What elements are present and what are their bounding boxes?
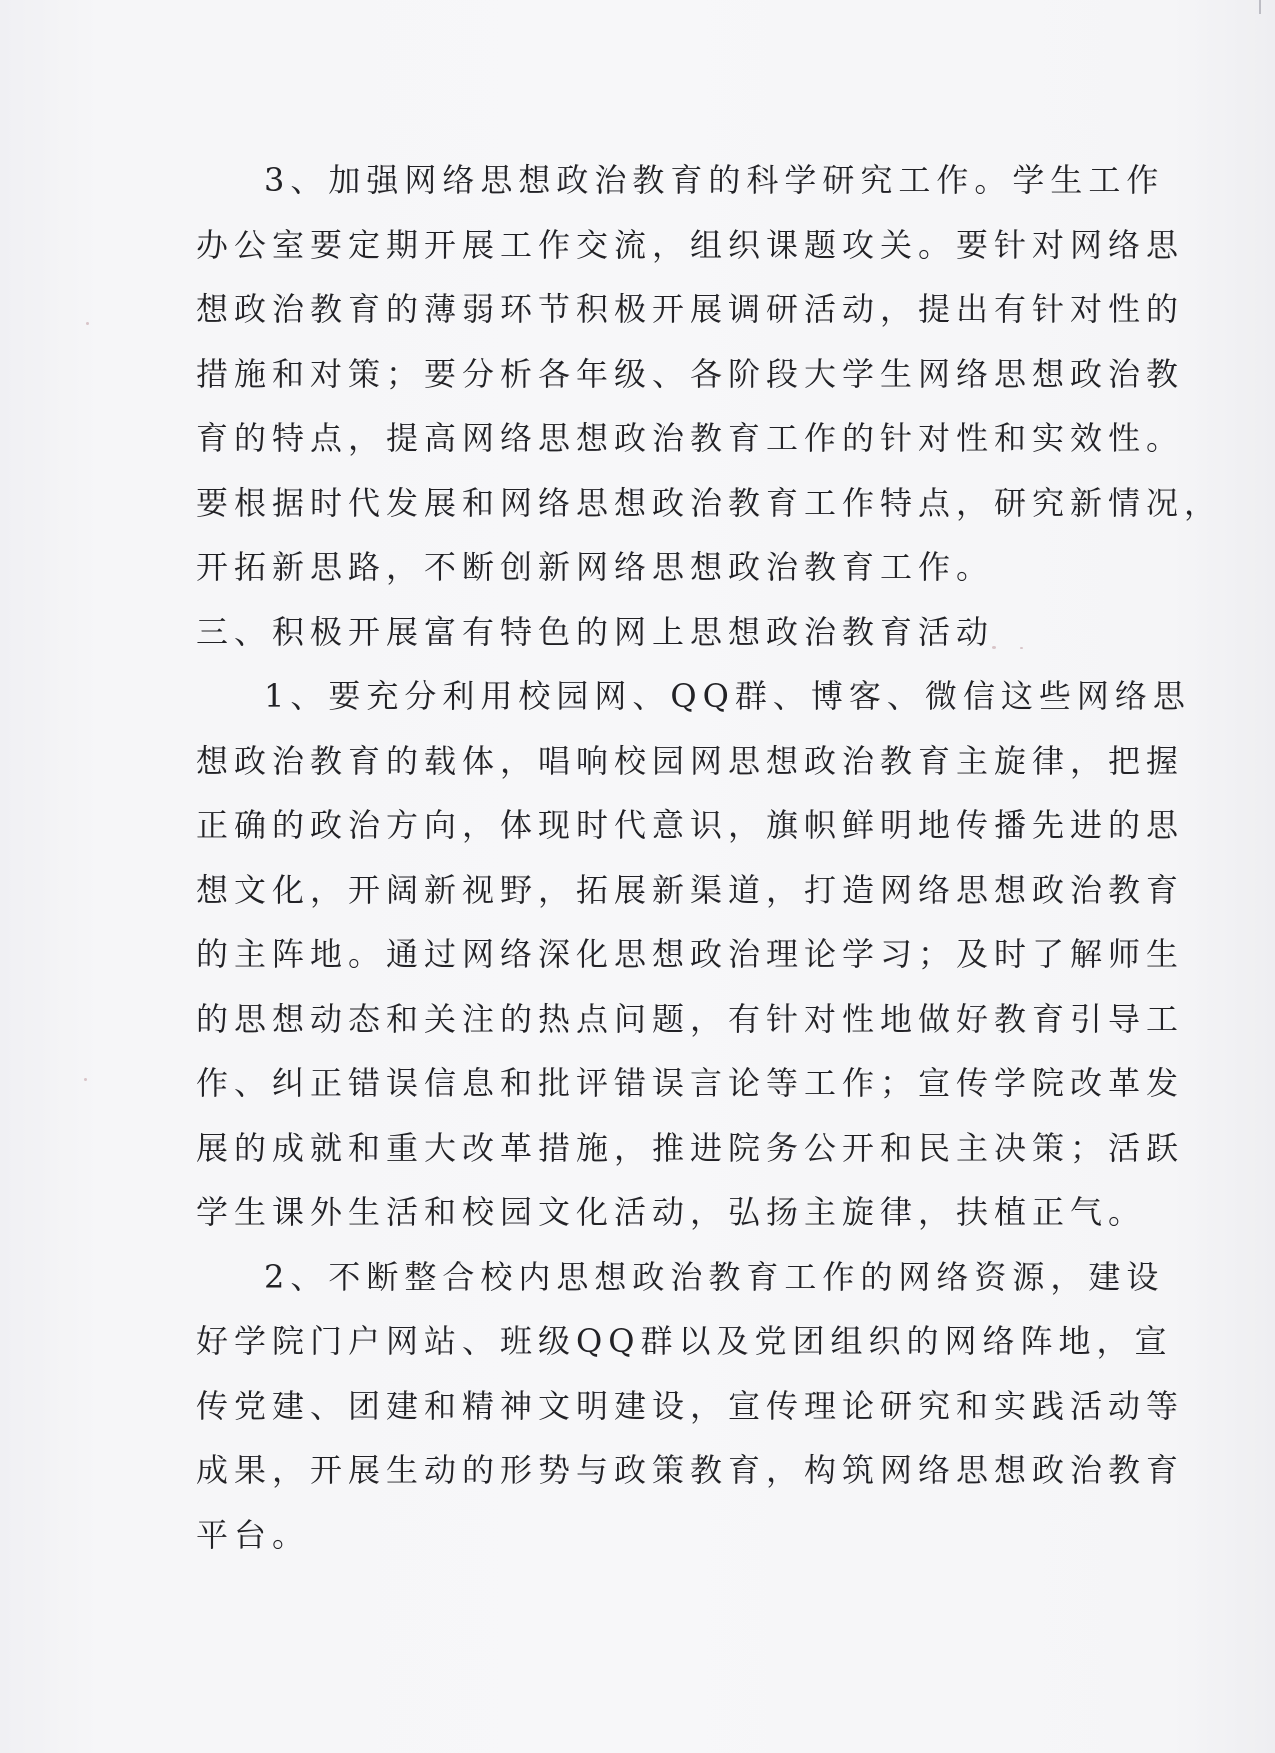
document-body	[196, 148, 1223, 1567]
scan-speck	[84, 1078, 87, 1081]
paragraph-1-line-7: 作、纠正错误信息和批评错误言论等工作；宣传学院改革发	[196, 1064, 1185, 1102]
paragraph-2-line-1: 2、不断整合校内思想政治教育工作的网络资源，建设	[264, 1257, 1165, 1296]
paragraph-1-line-1: 1、要充分利用校园网、QQ群、博客、微信这些网络思	[264, 677, 1191, 715]
paragraph-1-line-5: 的主阵地。通过网络深化思想政治理论学习；及时了解师生	[196, 935, 1185, 973]
paragraph-3-line-4: 措施和对策；要分析各年级、各阶段大学生网络思想政治教	[196, 354, 1185, 393]
paragraph-1-line-6: 的思想动态和关注的热点问题，有针对性地做好教育引导工	[196, 999, 1185, 1038]
paragraph-3-line-6: 要根据时代发展和网络思想政治教育工作特点，研究新情况，	[196, 483, 1223, 522]
paragraph-1-line-8: 展的成就和重大改革措施，推进院务公开和民主决策；活跃	[196, 1128, 1185, 1167]
paragraph-1-line-3: 正确的政治方向，体现时代意识，旗帜鲜明地传播先进的思	[196, 806, 1185, 844]
scan-speck	[86, 322, 89, 325]
paragraph-3-line-3: 想政治教育的薄弱环节积极开展调研活动，提出有针对性的	[196, 290, 1185, 328]
scan-edge-mark	[1259, 0, 1261, 14]
paragraph-1-line-4: 想文化，开阔新视野，拓展新渠道，打造网络思想政治教育	[196, 870, 1185, 909]
paragraph-3-line-2: 办公室要定期开展工作交流，组织课题攻关。要针对网络思	[196, 225, 1185, 264]
paragraph-3-line-5: 育的特点，提高网络思想政治教育工作的针对性和实效性。	[196, 419, 1185, 457]
paragraph-1-line-9: 学生课外生活和校园文化活动，弘扬主旋律，扶植正气。	[196, 1193, 1147, 1231]
paragraph-2-line-3: 传党建、团建和精神文明建设，宣传理论研究和实践活动等	[196, 1386, 1185, 1425]
section-heading: 三、积极开展富有特色的网上思想政治教育活动	[196, 612, 995, 651]
paragraph-2-line-2: 好学院门户网站、班级QQ群以及党团组织的网络阵地，宣	[196, 1322, 1173, 1360]
paragraph-3-line-1: 3、加强网络思想政治教育的科学研究工作。学生工作	[264, 161, 1165, 199]
paragraph-2-line-5: 平台。	[196, 1515, 311, 1554]
paragraph-1-line-2: 想政治教育的载体，唱响校园网思想政治教育主旋律，把握	[196, 741, 1185, 780]
paragraph-3-line-7: 开拓新思路，不断创新网络思想政治教育工作。	[196, 548, 995, 586]
paragraph-2-line-4: 成果，开展生动的形势与政策教育，构筑网络思想政治教育	[196, 1451, 1185, 1489]
